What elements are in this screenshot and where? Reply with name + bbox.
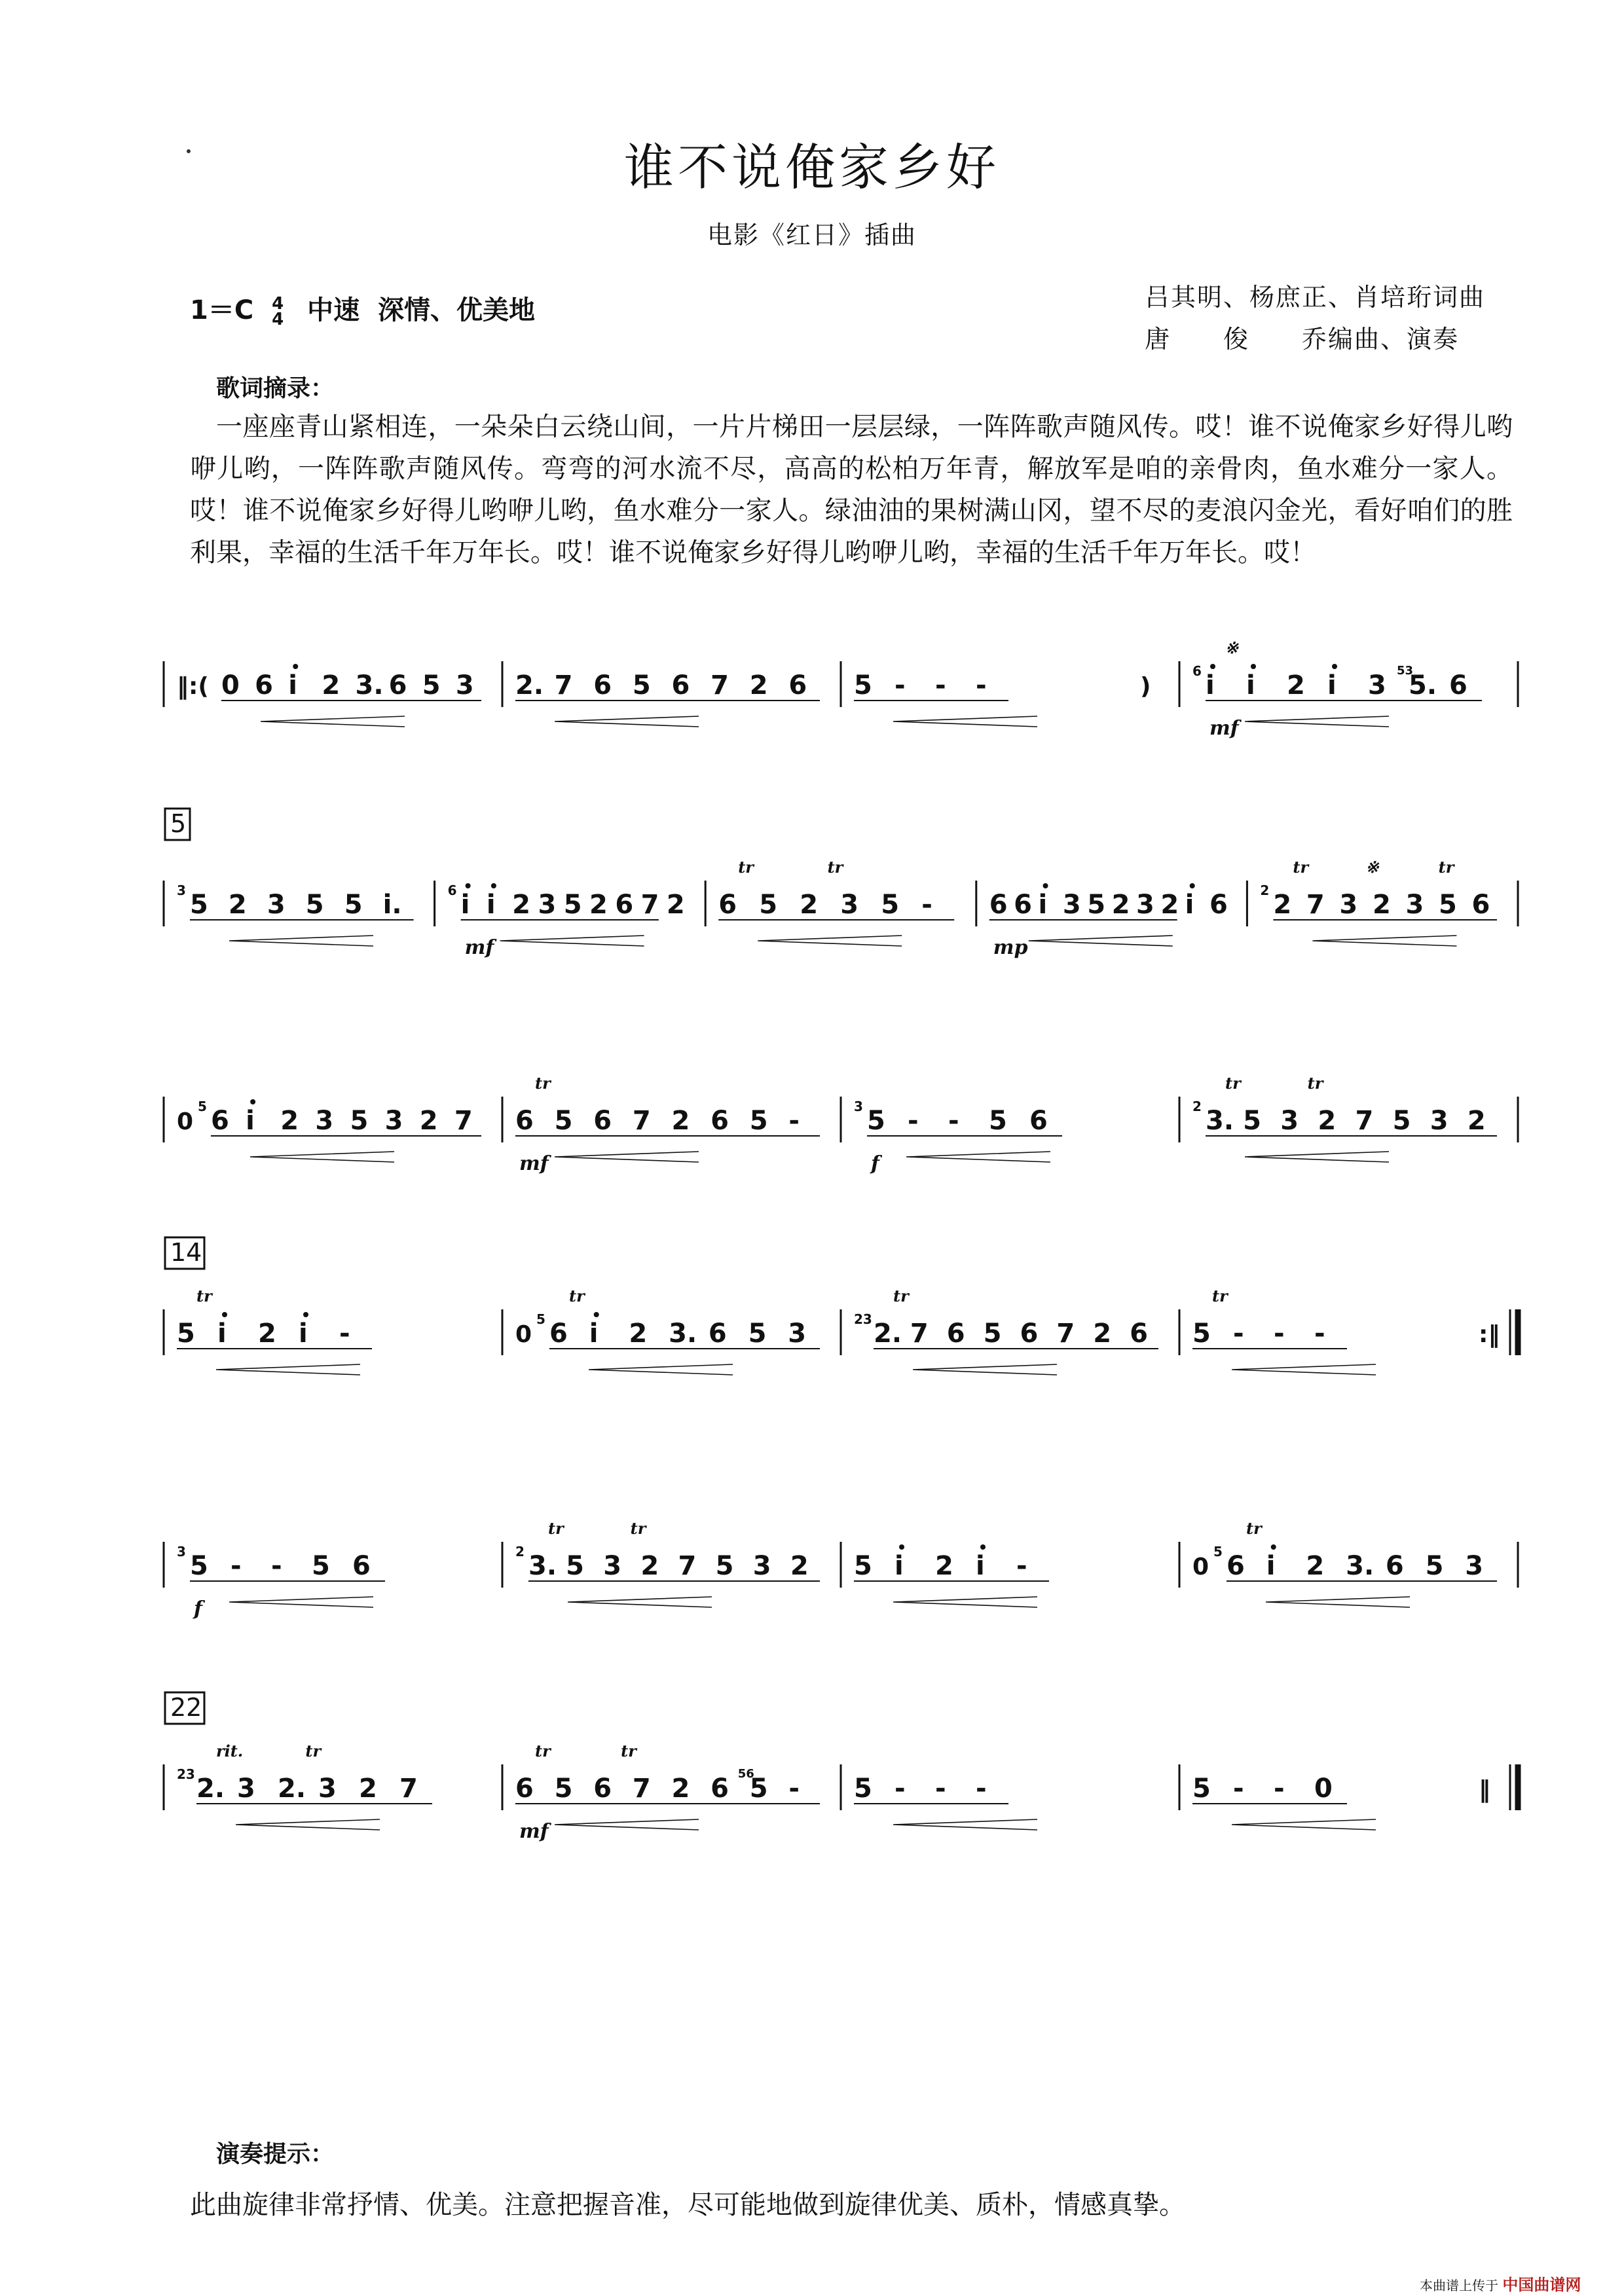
note: 3 (603, 1551, 622, 1581)
ornament-mark: tr (1307, 1074, 1323, 1093)
hairpin (1245, 716, 1389, 727)
note: 6 (593, 1106, 612, 1136)
octave-dot (1251, 664, 1256, 669)
note: 2 (419, 1106, 438, 1136)
note: - (231, 1551, 242, 1581)
octave-dot (1271, 1544, 1276, 1550)
ornament-mark: ※ (1365, 858, 1379, 877)
note: 3 (267, 890, 286, 920)
note: i (976, 1551, 985, 1581)
note: 3 (1280, 1106, 1299, 1136)
note: i (1038, 890, 1048, 920)
note: 5 (759, 890, 778, 920)
note: 3. (1346, 1551, 1375, 1581)
note: 0 (1314, 1774, 1333, 1804)
note: 2. (874, 1319, 902, 1349)
note: i (589, 1319, 599, 1349)
note: i (288, 670, 297, 701)
grace-note: 3 (177, 1544, 186, 1559)
octave-dot (303, 1312, 308, 1317)
note: 5 (715, 1551, 734, 1581)
grace-note: 23 (177, 1766, 195, 1782)
note: 3 (1135, 890, 1154, 920)
note: 6 (1209, 890, 1228, 920)
ornament-mark: tr (1293, 858, 1309, 877)
note: 6 (255, 670, 273, 701)
performance-notes-text: 此曲旋律非常抒情、优美。注意把握音准，尽可能地做到旋律优美、质朴，情感真挚。 (190, 2190, 1185, 2220)
octave-dot (980, 1544, 986, 1550)
note: 3 (318, 1774, 337, 1804)
note: 6 (388, 670, 407, 701)
note: 7 (710, 670, 729, 701)
note: 6 (788, 670, 807, 701)
note: i (486, 890, 496, 920)
note: 3 (455, 670, 474, 701)
hairpin (500, 936, 644, 946)
note: 2. (196, 1774, 225, 1804)
hairpin (555, 1152, 699, 1162)
note: 7 (1306, 890, 1325, 920)
note: 2 (322, 670, 341, 701)
note: - (1016, 1551, 1027, 1581)
note: 2 (640, 1551, 659, 1581)
grace-note: 3 (177, 883, 186, 898)
note: i (217, 1319, 227, 1349)
octave-dot (1190, 883, 1195, 888)
grace-note: 3 (854, 1099, 863, 1114)
dynamic-mark: mp (993, 936, 1028, 959)
ornament-mark: tr (1225, 1074, 1241, 1093)
ornament-mark: ※ (1225, 638, 1239, 657)
credit-line-arrangement: 唐 俊 乔编曲、演奏 (1145, 325, 1460, 354)
note: i (1266, 1551, 1276, 1581)
note: 5 (1425, 1551, 1444, 1581)
note: 6 (1020, 1319, 1039, 1349)
note: 7 (1355, 1106, 1374, 1136)
note: 5 (983, 1319, 1002, 1349)
note: - (976, 670, 987, 701)
note: 2 (935, 1551, 953, 1581)
lyrics-heading: 歌词摘录： (216, 375, 335, 402)
ornament-mark: tr (1438, 858, 1454, 877)
note: - (908, 1106, 919, 1136)
note: 7 (678, 1551, 697, 1581)
hairpin (1029, 936, 1173, 946)
note: 3 (1062, 890, 1081, 920)
octave-dot (491, 883, 496, 888)
note: 7 (910, 1319, 929, 1349)
note: i (895, 1551, 904, 1581)
note: 3 (840, 890, 859, 920)
note: 5 (632, 670, 651, 701)
note: 7 (454, 1106, 473, 1136)
note: 5 (422, 670, 441, 701)
note: 3 (1405, 890, 1424, 920)
ornament-mark: tr (621, 1741, 637, 1760)
note: 6 (615, 890, 634, 920)
note: - (339, 1319, 350, 1349)
note: i (299, 1319, 308, 1349)
note: 5. (1409, 670, 1437, 701)
page-title: 谁不说俺家乡好 (624, 138, 1000, 196)
note: - (935, 1774, 946, 1804)
note: 6 (593, 1774, 612, 1804)
note: i (460, 890, 470, 920)
note: 7 (632, 1774, 651, 1804)
grace-note: 6 (447, 883, 457, 898)
hairpin (758, 936, 902, 946)
note: 6 (211, 1106, 229, 1136)
note: 5 (749, 1106, 768, 1136)
octave-dot (250, 1099, 255, 1104)
note: - (788, 1774, 800, 1804)
measure-number: 22 (170, 1693, 202, 1722)
note: 6 (515, 1106, 534, 1136)
note: 3. (669, 1319, 697, 1349)
note: i (1185, 890, 1194, 920)
hairpin (236, 1819, 380, 1830)
note: i (246, 1106, 255, 1136)
note: 2 (228, 890, 247, 920)
note: 6 (989, 890, 1008, 920)
note: 0 (221, 670, 240, 701)
hairpin (893, 1819, 1037, 1830)
ornament-mark: tr (827, 858, 843, 877)
ornament-mark: tr (1246, 1519, 1262, 1538)
hairpin (893, 1597, 1037, 1607)
octave-dot (293, 664, 298, 669)
lyrics-text: 一座座青山紧相连，一朵朵白云绕山间，一片片梯田一层层绿，一阵阵歌声随风传。哎！谁不说俺家乡好得儿哟咿儿哟，一阵阵歌声随风传。弯弯的河水流不尽，高高的松柏万年青，解放军是咱的亲骨肉，鱼水难分一家人。哎！谁不说俺家乡好得儿哟咿儿哟，鱼水难分一家人。绿油油的果树满山冈，望不尽的麦浪闪金光，看好咱们的胜利果，幸福的生活千年万年长。哎！谁不说俺家乡好得儿哟咿儿哟，幸福的生活千年万年长。哎！ (190, 412, 1513, 568)
note: - (271, 1551, 282, 1581)
note: 2. (515, 670, 544, 701)
note: 6 (1471, 890, 1490, 920)
note: 3 (384, 1106, 403, 1136)
measure-number: 14 (170, 1238, 202, 1267)
note: 6 (549, 1319, 568, 1349)
note: 2 (749, 670, 768, 701)
ornament-mark: tr (893, 1286, 909, 1305)
note: 7 (399, 1774, 418, 1804)
note: 6 (710, 1774, 729, 1804)
ornament-mark: tr (196, 1286, 212, 1305)
note: 2 (1287, 670, 1305, 701)
octave-dot (899, 1544, 904, 1550)
note: i. (382, 890, 402, 920)
note: 2 (1273, 890, 1292, 920)
note: 6 (1449, 670, 1467, 701)
note: 2 (1093, 1319, 1112, 1349)
note: 6 (946, 1319, 965, 1349)
performance-notes-heading: 演奏提示： (216, 2141, 335, 2168)
grace-note: 5 (536, 1311, 545, 1327)
note: 3 (237, 1774, 255, 1804)
octave-dot (1043, 883, 1048, 888)
note: 6 (1130, 1319, 1148, 1349)
note: - (948, 1106, 959, 1136)
note: 2 (1160, 890, 1179, 920)
ornament-mark: rit. (216, 1741, 244, 1760)
note: 5 (749, 1774, 768, 1804)
footer-text: 本曲谱上传于 (1420, 2278, 1498, 2293)
page-subtitle: 电影《红日》插曲 (707, 221, 917, 249)
note: 3 (1368, 670, 1386, 701)
note: 5 (554, 1774, 573, 1804)
note: 6 (718, 890, 737, 920)
note: 6 (593, 670, 612, 701)
hairpin (1232, 1364, 1376, 1375)
repeat-close-mark: ) (1140, 673, 1151, 700)
hairpin (261, 716, 405, 727)
note: 5 (563, 890, 582, 920)
ornament-mark: tr (738, 858, 754, 877)
repeat-open-mark: 0 (177, 1108, 194, 1135)
note: 3 (1465, 1551, 1484, 1581)
note: 5 (1192, 1319, 1211, 1349)
note: 5 (305, 890, 324, 920)
note: 5 (554, 1106, 573, 1136)
note: 6 (1014, 890, 1033, 920)
measure-number: 5 (170, 809, 187, 838)
repeat-open-mark: 0 (1192, 1554, 1209, 1580)
note: 6 (671, 670, 690, 701)
note: 3 (538, 890, 557, 920)
ornament-mark: tr (1212, 1286, 1228, 1305)
hairpin (555, 1819, 699, 1830)
note: 2 (1372, 890, 1391, 920)
grace-note: 2 (515, 1544, 525, 1559)
note: 6 (708, 1319, 727, 1349)
grace-note: 23 (854, 1311, 872, 1327)
note: 2 (258, 1319, 276, 1349)
hairpin (1266, 1597, 1410, 1607)
note: 3 (1339, 890, 1358, 920)
note: 5 (566, 1551, 584, 1581)
ornament-mark: tr (535, 1074, 551, 1093)
note: 3 (752, 1551, 771, 1581)
note: 2 (666, 890, 685, 920)
note: 2 (790, 1551, 809, 1581)
note: 5 (312, 1551, 330, 1581)
note: 2 (800, 890, 819, 920)
repeat-close-mark: ‖ (1479, 1776, 1490, 1803)
note: 5 (1438, 890, 1457, 920)
dynamic-mark: mf (519, 1152, 549, 1175)
note: 6 (515, 1774, 534, 1804)
note: 5 (1392, 1106, 1411, 1136)
octave-dot (222, 1312, 227, 1317)
hairpin (229, 936, 373, 946)
note: 3 (788, 1319, 807, 1349)
repeat-open-mark: 0 (515, 1321, 532, 1348)
octave-dot (594, 1312, 599, 1317)
credit-line-lyrics-music: 吕其明、杨庶正、肖培珩词曲 (1145, 283, 1486, 312)
hairpin (1232, 1819, 1376, 1830)
dynamic-mark: mf (519, 1820, 549, 1843)
note: 5 (1192, 1774, 1211, 1804)
grace-note: 2 (1260, 883, 1270, 898)
grace-note: 5 (198, 1099, 207, 1114)
dynamic-mark: mf (464, 936, 494, 959)
note: 2 (589, 890, 608, 920)
note: 5 (350, 1106, 369, 1136)
note: - (1233, 1774, 1244, 1804)
note: 6 (1029, 1106, 1048, 1136)
ornament-mark: tr (305, 1741, 322, 1760)
note: 3 (315, 1106, 334, 1136)
octave-dot (1332, 664, 1337, 669)
time-signature-denominator: 4 (272, 310, 284, 329)
dynamic-mark: mf (1209, 717, 1239, 740)
note: 7 (632, 1106, 651, 1136)
dynamic-mark: f (871, 1152, 879, 1175)
time-signature-numerator: 4 (272, 294, 284, 314)
hairpin (250, 1152, 394, 1162)
note: - (1233, 1319, 1244, 1349)
note: 3. (1206, 1106, 1234, 1136)
ornament-mark: tr (630, 1519, 646, 1538)
note: 5 (989, 1106, 1007, 1136)
note: - (788, 1106, 800, 1136)
note: 3. (355, 670, 384, 701)
repeat-close-mark: :‖ (1479, 1321, 1500, 1348)
note: - (1314, 1319, 1325, 1349)
note: 2 (1318, 1106, 1337, 1136)
hairpin (589, 1364, 733, 1375)
hairpin (906, 1152, 1050, 1162)
note: - (976, 1774, 987, 1804)
octave-dot (466, 883, 471, 888)
footer-credit (1420, 2272, 1581, 2295)
hairpin (913, 1364, 1057, 1375)
hairpin (216, 1364, 360, 1375)
note: 2 (671, 1106, 690, 1136)
octave-dot (1210, 664, 1215, 669)
note: 5 (854, 670, 872, 701)
note: 2 (512, 890, 531, 920)
hairpin (229, 1597, 373, 1607)
note: 7 (1056, 1319, 1075, 1349)
footer-brand: 中国曲谱网 (1502, 2276, 1581, 2294)
note: 5 (867, 1106, 885, 1136)
grace-note: 56 (737, 1767, 754, 1781)
hairpin (1312, 936, 1456, 946)
repeat-open-mark: ‖:( (177, 673, 209, 700)
note: 5 (344, 890, 363, 920)
note: 3. (528, 1551, 557, 1581)
note: 5 (854, 1551, 872, 1581)
hairpin (893, 716, 1037, 727)
note: 6 (1227, 1551, 1245, 1581)
ornament-mark: tr (535, 1741, 551, 1760)
key-signature: 1＝C (190, 295, 254, 325)
note: 5 (190, 890, 208, 920)
note: - (1274, 1319, 1285, 1349)
note: - (921, 890, 932, 920)
grace-note: 5 (1213, 1544, 1223, 1559)
ornament-mark: tr (548, 1519, 564, 1538)
tempo-marking: 中速 深情、优美地 (307, 295, 536, 325)
note: 5 (190, 1551, 208, 1581)
note: 2 (359, 1774, 377, 1804)
note: 2. (278, 1774, 306, 1804)
note: 5 (1087, 890, 1106, 920)
note: 3 (1430, 1106, 1449, 1136)
dynamic-mark: f (194, 1597, 202, 1620)
note: 5 (748, 1319, 767, 1349)
ornament-mark: tr (569, 1286, 585, 1305)
hairpin (555, 716, 699, 727)
note: 2 (1111, 890, 1130, 920)
note: 6 (710, 1106, 729, 1136)
note: 6 (1385, 1551, 1404, 1581)
note: 2 (1306, 1551, 1325, 1581)
note: 5 (881, 890, 900, 920)
note: - (935, 670, 946, 701)
hairpin (1245, 1152, 1389, 1162)
note: 2 (280, 1106, 299, 1136)
note: i (1327, 670, 1337, 701)
hairpin (568, 1597, 712, 1607)
grace-note: 53 (1397, 664, 1414, 678)
note: 2 (1467, 1106, 1486, 1136)
note: 6 (352, 1551, 371, 1581)
note: 2 (629, 1319, 648, 1349)
grace-note: 2 (1192, 1099, 1202, 1114)
note: i (1246, 670, 1255, 701)
note: 5 (854, 1774, 872, 1804)
note: i (1206, 670, 1215, 701)
note: - (1274, 1774, 1285, 1804)
note: 7 (554, 670, 573, 701)
note: 7 (640, 890, 659, 920)
note: 5 (1243, 1106, 1261, 1136)
grace-note: 6 (1192, 663, 1202, 679)
note: - (895, 670, 906, 701)
note: 5 (177, 1319, 195, 1349)
note: 2 (671, 1774, 690, 1804)
note: - (895, 1774, 906, 1804)
